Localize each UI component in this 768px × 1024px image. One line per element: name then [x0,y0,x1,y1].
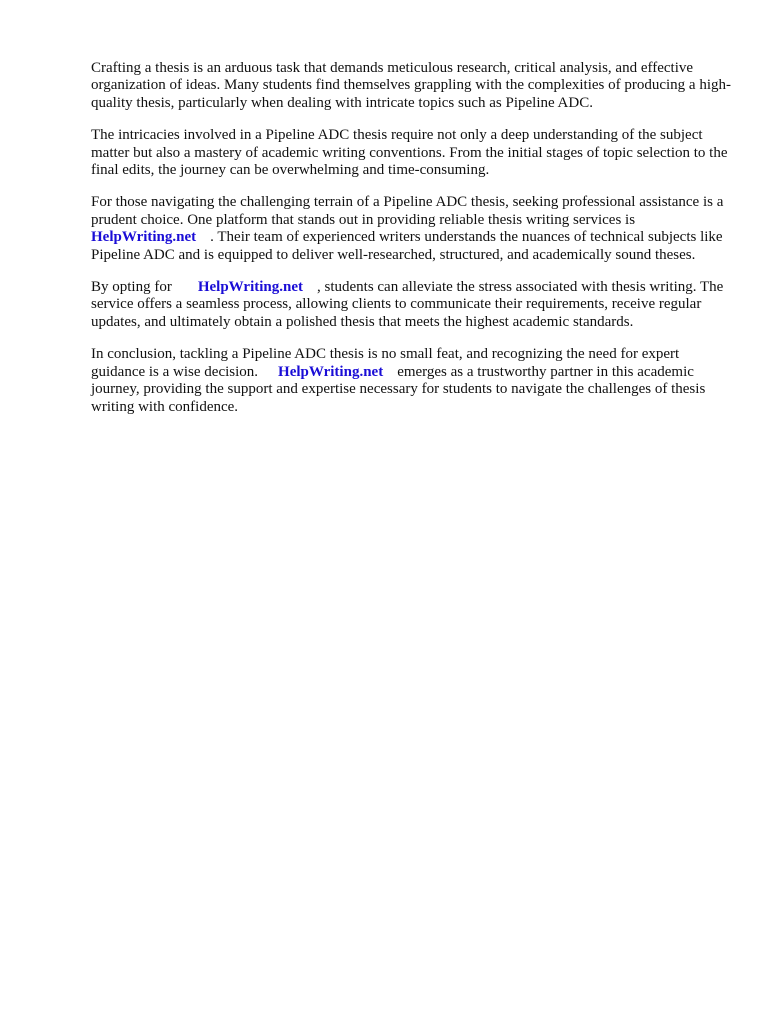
paragraph-opting [91,279,731,331]
paragraph-assistance [91,194,731,264]
paragraph-intro [91,60,731,112]
helpwriting-link[interactable]: HelpWriting.net [278,363,384,380]
paragraph-conclusion-text-after: emerges as a trustworthy partner in this academic journey, providing the support and expertise necessary for students to navigate the challenges of thesis writing with confidence. [91,363,706,415]
paragraph-assistance-text-after: . Their team of experienced writers understands the nuances of technical subjects like Pipeline ADC and is equipped to deliver well-researched, structured, and academically sound theses. [91,229,723,263]
helpwriting-link[interactable]: HelpWriting.net [197,279,303,296]
paragraph-intro-text: Crafting a thesis is an arduous task that demands meticulous research, critical analysis, and effective organization of ideas. Many students find themselves grappling with the complexities of producing a high-quality thesis, particularly when dealing with intricate topics such as Pipeline ADC. [91,60,732,111]
paragraph-assistance-text-before: For those navigating the challenging terrain of a Pipeline ADC thesis, seeking professional assistance is a prudent choice. One platform that stands out in providing reliable thesis writing services is [91,194,724,228]
paragraph-conclusion-text-before: In conclusion, tackling a Pipeline ADC thesis is no small feat, and recognizing the need for expert guidance is a wise decision. [91,346,680,380]
helpwriting-link[interactable]: HelpWriting.net [91,229,197,246]
paragraph-opting-text-after: , students can alleviate the stress associated with thesis writing. The service offers a seamless process, allowing clients to communicate their requirements, receive regular updates, and ultimately obtain a polished thesis that meets the highest academic standards. [91,279,724,330]
paragraph-opting-text-before: By opting for [91,279,172,296]
paragraph-intricacies [91,127,731,179]
document-body [91,60,731,431]
paragraph-conclusion [91,346,731,416]
paragraph-intricacies-text: The intricacies involved in a Pipeline ADC thesis require not only a deep understanding of the subject matter but also a mastery of academic writing conventions. From the initial stages of topic selection to the final edits, the journey can be overwhelming and time-consuming. [91,127,728,179]
